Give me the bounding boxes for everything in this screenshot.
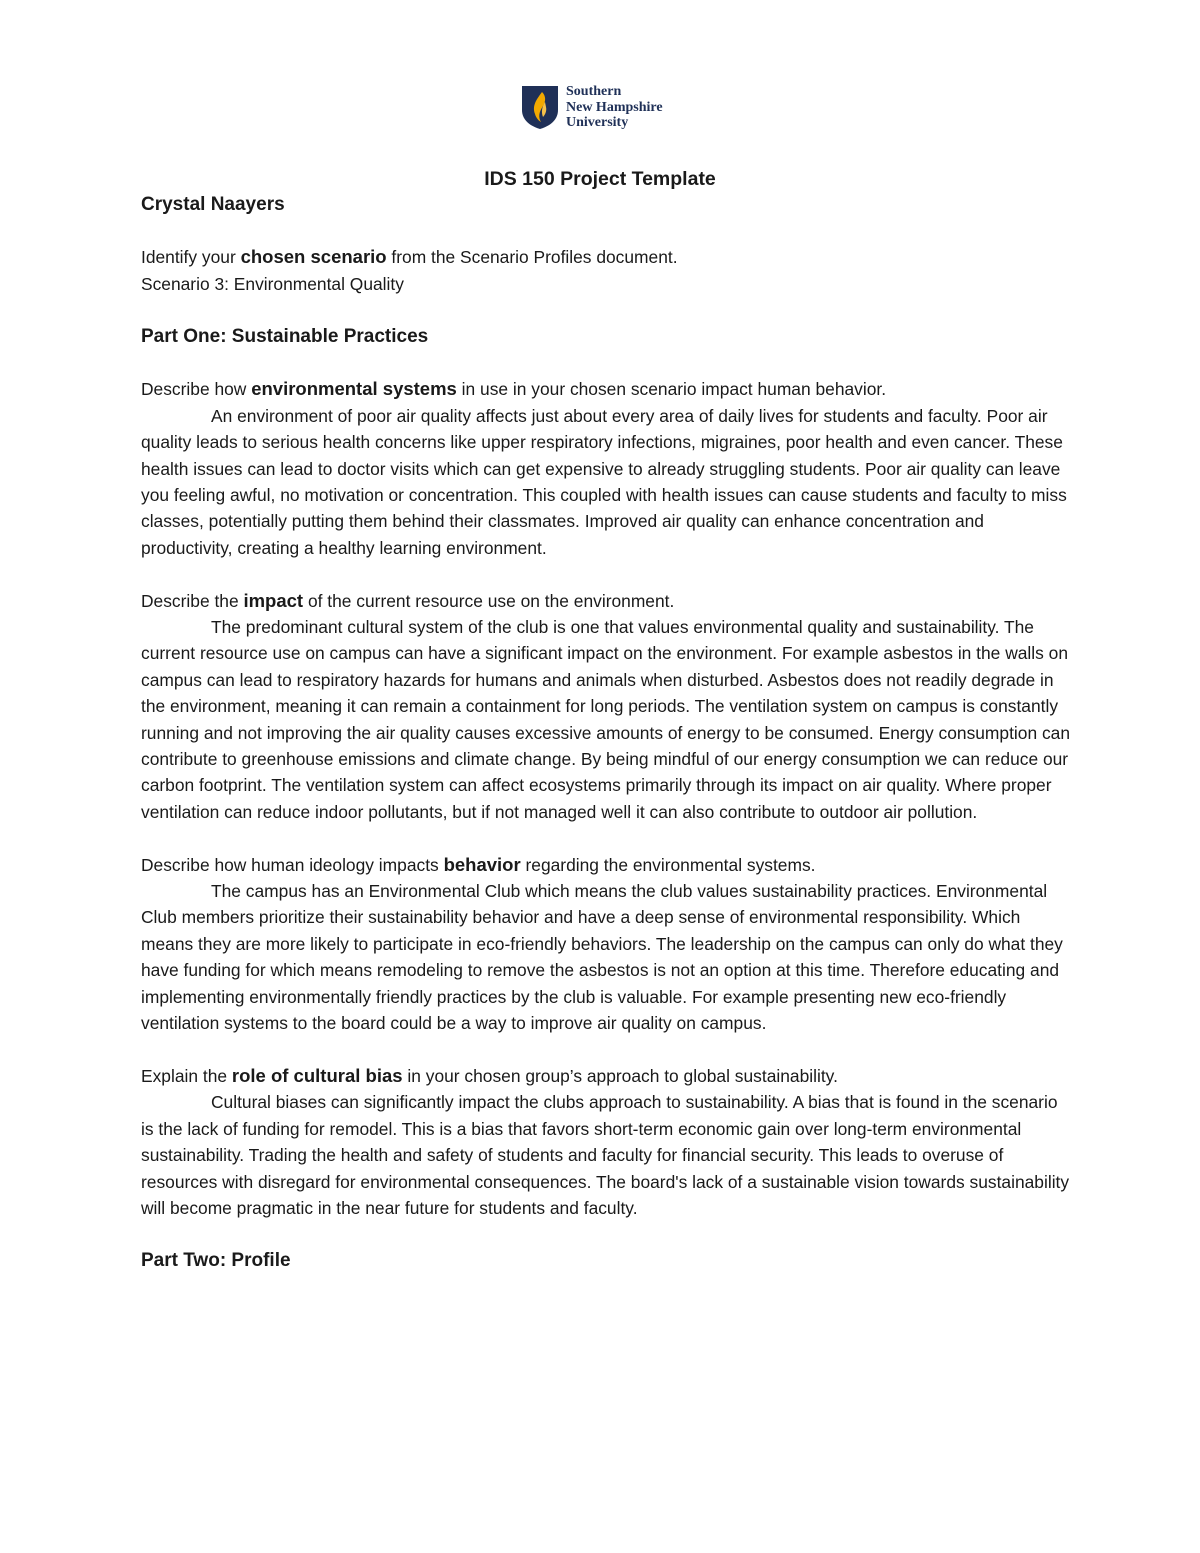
spacer: [141, 825, 1071, 851]
question-keyword: role of cultural bias: [231, 1064, 403, 1086]
spacer: [141, 218, 1071, 244]
document-title: IDS 150 Project Template: [484, 168, 716, 190]
scenario-prompt: Identify your chosen scenario from the Scenario Profiles document.: [141, 246, 678, 268]
question-impact: Describe the impact of the current resource use on the environment.: [141, 589, 675, 611]
spacer: [141, 350, 1071, 376]
logo-wordmark: [566, 84, 663, 131]
part-one-heading: Part One: Sustainable Practices: [141, 325, 429, 347]
question-cultural-bias: Explain the role of cultural bias in your chosen group’s approach to global sustainability.: [141, 1064, 838, 1086]
spacer: [141, 1037, 1071, 1063]
logo-line-1: Southern: [566, 84, 622, 99]
logo-line-2: New Hampshire: [566, 99, 663, 115]
part-two-heading: Part Two: Profile: [141, 1249, 291, 1271]
university-logo: [520, 84, 663, 131]
spacer: [141, 297, 1071, 323]
author-name: Crystal Naayers: [141, 194, 285, 215]
answer-impact: The predominant cultural system of the club is one that values environmental quality and sustainability. The current resource use on campus can have a significant impact on the environment. For example asbestos in the walls on campus can lead to respiratory hazards for humans and animals when disturbed. Asbestos does not readily degrade in the environment, meaning it can remain a containment for long periods. The ventilation system on campus is constantly running and not improving the air quality causes excessive amounts of energy to be consumed. Energy consumption can contribute to greenhouse emissions and climate change. By being mindful of our energy consumption we can reduce our carbon footprint. The ventilation system can affect ecosystems primarily through its impact on air quality. Where proper ventilation can reduce indoor pollutants, but if not managed well it can also contribute to outdoor air pollution.: [141, 617, 1070, 822]
spacer: [141, 1221, 1071, 1247]
scenario-keyword: chosen scenario: [240, 246, 387, 268]
spacer: [141, 561, 1071, 587]
answer-behavior: The campus has an Environmental Club which means the club values sustainability practices. Environmental Club members prioritize their sustainability behavior and have a deep sense of environmental responsibility. Which means they are more likely to participate in eco-friendly behaviors. The leadership on the campus can only do what they have funding for which means remodeling to remove the asbestos is not an option at this time. Therefore educating and implementing environmentally friendly practices by the club is valuable. For example presenting new eco-friendly ventilation systems to the board could be a way to improve air quality on campus.: [141, 881, 1063, 1034]
scenario-answer: Scenario 3: Environmental Quality: [141, 273, 404, 294]
question-keyword: impact: [243, 589, 304, 611]
question-environmental-systems: Describe how environmental systems in use in your chosen scenario impact human behavior.: [141, 378, 887, 400]
answer-cultural-bias: Cultural biases can significantly impact the clubs approach to sustainability. A bias that is found in the scenario is the lack of funding for remodel. This is a bias that favors short-term economic gain over long-term environmental sustainability. Trading the health and safety of students and faculty for financial security. This leads to overuse of resources with disregard for environmental consequences. The board's lack of a sustainable vision towards sustainability will become pragmatic in the near future for students and faculty.: [141, 1092, 1070, 1218]
shield-flame-icon: [520, 84, 560, 130]
question-keyword: behavior: [443, 853, 521, 875]
answer-environmental-systems: An environment of poor air quality affects just about every area of daily lives for students and faculty. Poor air quality leads to serious health concerns like upper respiratory infections, migraines, poor health and even cancer. These health issues can lead to doctor visits which can get expensive to already struggling students. Poor air quality can leave you feeling awful, no motivation or concentration. This coupled with health issues can cause students and faculty to miss classes, potentially putting them behind their classmates. Improved air quality can enhance concentration and productivity, creating a healthy learning environment.: [141, 405, 1067, 558]
question-keyword: environmental systems: [251, 378, 457, 400]
logo-line-3: University: [566, 115, 629, 130]
document-body: [141, 192, 1071, 1274]
question-behavior: Describe how human ideology impacts behavior regarding the environmental systems.: [141, 853, 816, 875]
